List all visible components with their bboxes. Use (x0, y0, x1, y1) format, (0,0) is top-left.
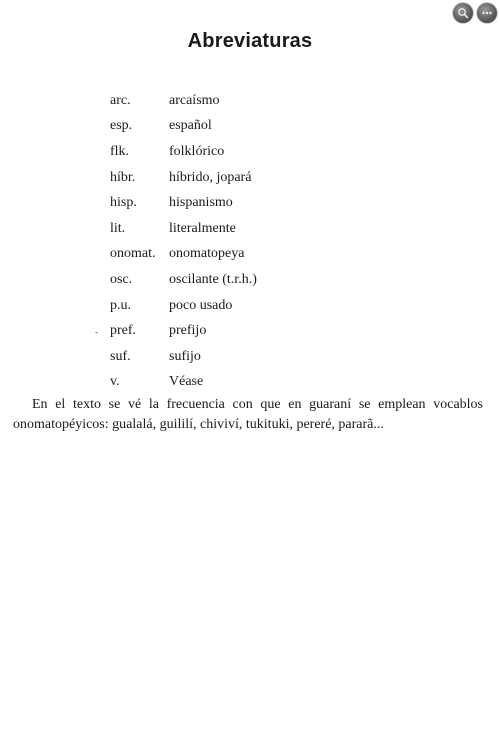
abbreviation-meaning: hispanismo (169, 195, 233, 211)
stray-mark: - (93, 326, 100, 339)
abbreviation-meaning: híbrido, jopará (169, 169, 252, 185)
abbreviation: esp. (110, 118, 133, 134)
abbreviation-list (110, 88, 257, 395)
abbreviation: hisp. (110, 195, 137, 211)
footnote-paragraph: En el texto se vé la frecuencia con que en guaraní se emplean vocablos onomatopéyicos: gualalá, guililí, chiviví, tukituki, pereré, pararã... (13, 397, 483, 432)
abbreviation-meaning: sufijo (169, 348, 201, 364)
abbreviation: híbr. (110, 169, 136, 185)
abbreviation: lit. (110, 220, 126, 236)
list-item (110, 293, 257, 319)
abbreviation: pref. (110, 323, 137, 339)
list-item (110, 318, 257, 344)
list-item (110, 344, 257, 370)
abbreviation-meaning: español (169, 118, 212, 134)
list-item (110, 242, 257, 268)
abbreviation-meaning: arcaísmo (169, 92, 220, 108)
list-item (110, 190, 257, 216)
abbreviation: suf. (110, 348, 131, 364)
abbreviation-meaning: oscilante (t.r.h.) (169, 271, 257, 287)
list-item (110, 370, 257, 396)
abbreviation-meaning: Véase (169, 374, 204, 390)
abbreviation: osc. (110, 271, 133, 287)
abbreviation: onomat. (110, 246, 156, 262)
zoom-icon (457, 7, 469, 19)
abbreviation-meaning: onomatopeya (169, 246, 245, 262)
list-item (110, 114, 257, 140)
list-item (110, 216, 257, 242)
zoom-button[interactable] (452, 2, 474, 24)
abbreviation-meaning: literalmente (169, 220, 236, 236)
abbreviation: flk. (110, 143, 130, 159)
viewer-controls (452, 2, 498, 24)
abbreviation: arc. (110, 92, 131, 108)
more-icon (481, 7, 493, 19)
more-button[interactable] (476, 2, 498, 24)
list-item (110, 267, 257, 293)
abbreviation-meaning: folklórico (169, 143, 225, 159)
list-item (110, 165, 257, 191)
abbreviation-meaning: prefijo (169, 323, 207, 339)
page-title: Abreviaturas (187, 30, 313, 52)
list-item (110, 88, 257, 114)
abbreviation: v. (110, 374, 120, 390)
list-item (110, 139, 257, 165)
abbreviation-meaning: poco usado (169, 297, 233, 313)
abbreviation: p.u. (110, 297, 131, 313)
